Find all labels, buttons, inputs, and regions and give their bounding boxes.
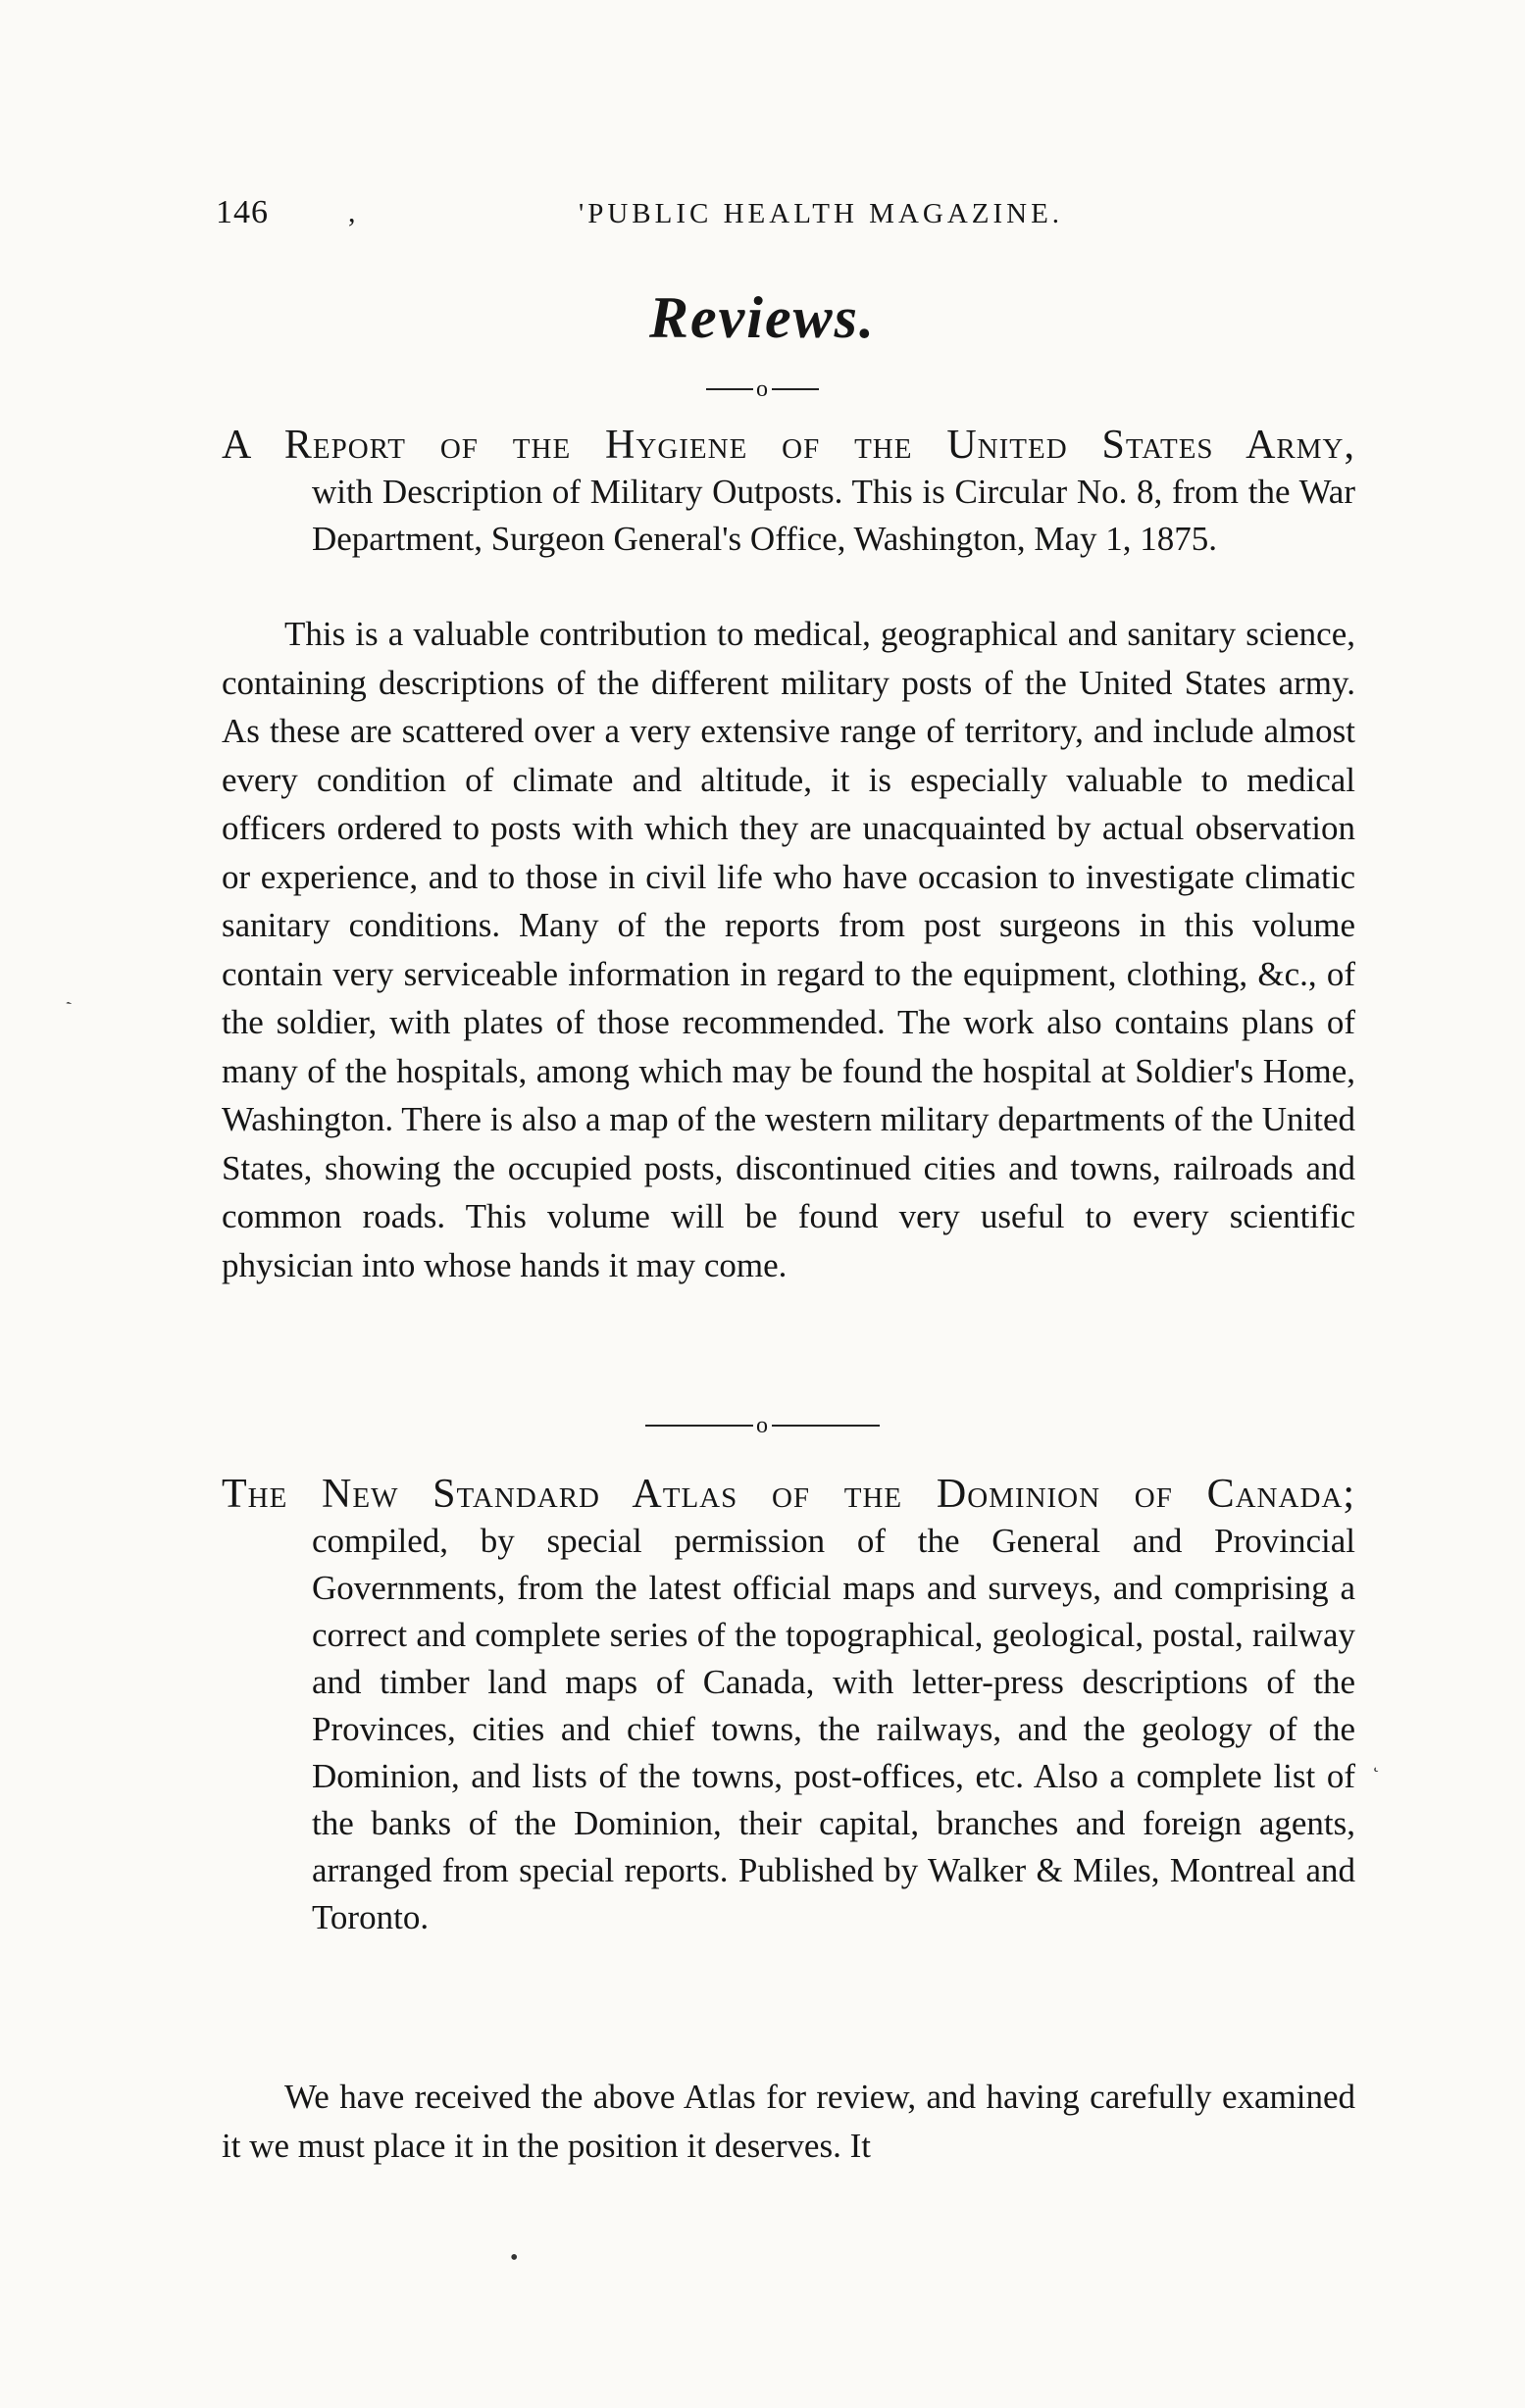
- review-2-citation: compiled, by special permission of the General and Provincial Governments, from the latest official maps and surveys, and comprising a correct and complete series of the topographical, geological, postal, railway and timber land maps of Canada, with letter-press descriptions of the Provinces, cities and chief towns, the railways, and the geology of the Dominion, and lists of the towns, post-offices, etc. Also a complete list of the banks of the Dominion, their capital, branches and foreign agents, arranged from special reports. Published by Walker & Miles, Montreal and Toronto.: [312, 1522, 1355, 1936]
- running-head: [216, 194, 1344, 233]
- divider-glyph: o: [756, 1412, 769, 1438]
- review-divider: [0, 1407, 1525, 1440]
- section-title: Reviews.: [649, 285, 876, 350]
- ink-speck: •: [510, 2245, 519, 2271]
- review-2-heading: The New Standard Atlas of the Dominion of Canada;: [222, 1472, 1355, 1517]
- review-2-body: We have received the above Atlas for review, and having carefully examined it we must place it in the position it deserves. It: [222, 2078, 1355, 2165]
- running-head-mark: ,: [348, 196, 356, 228]
- ink-speck: ˋ: [62, 995, 81, 1022]
- page-number: 146: [216, 194, 269, 230]
- section-divider: [0, 371, 1525, 404]
- ink-speck: ˛: [1373, 1751, 1380, 1773]
- magazine-title: 'PUBLIC HEALTH MAGAZINE.: [579, 198, 1064, 229]
- review-1-body: This is a valuable contribution to medical, geographical and sanitary science, containing descriptions of the different military posts of the United States army. As these are scattered over a very extensive range of territory, and include almost every condition of climate and altitude, it is especially valuable to medical officers ordered to posts with which they are unacquainted by actual observation or experience, and to those in civil life who have occasion to investigate climatic sanitary conditions. Many of the reports from post surgeons in this volume contain very serviceable information in regard to the equipment, clothing, &c., of the soldier, with plates of those recommended. The work also contains plans of many of the hospitals, among which may be found the hospital at Soldier's Home, Washington. There is also a map of the western military departments of the United States, showing the occupied posts, discontinued cities and towns, railroads and common roads. This volume will be found very useful to every scientific physician into whose hands it may come.: [222, 615, 1355, 1284]
- divider-glyph: o: [756, 376, 769, 402]
- review-1-citation: with Description of Military Outposts. This is Circular No. 8, from the War Department, Surgeon General's Office, Washington, May 1, 1875.: [312, 473, 1355, 558]
- review-1-heading: A Report of the Hygiene of the United States Army,: [222, 423, 1355, 468]
